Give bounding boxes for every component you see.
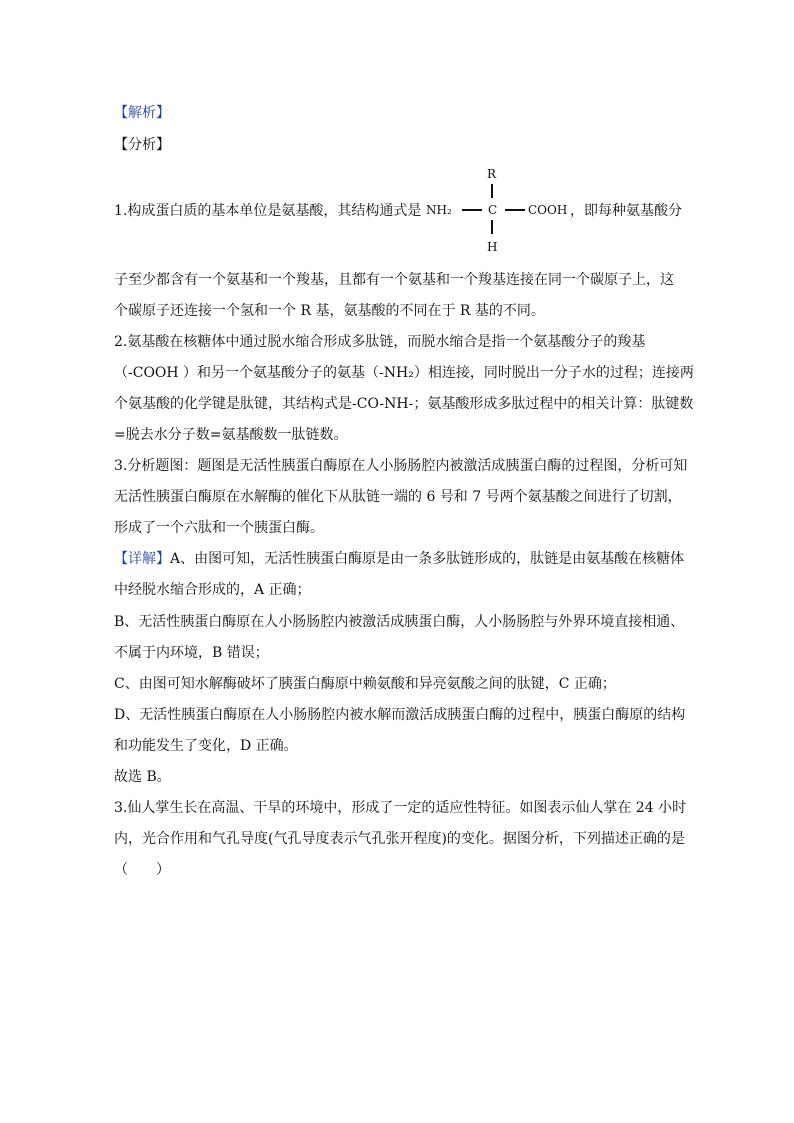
- detail-a-line1: [114, 549, 684, 569]
- analysis-p2-line3: 个氨基酸的化学键是肽键，其结构式是-CO-NH-；氨基酸形成多肽过程中的相关计算：肽键数: [114, 396, 694, 412]
- formula-amino-group: NH₂: [426, 203, 452, 217]
- analysis-p1-line3: 个碳原子还连接一个氢和一个 R 基，氨基酸的不同在于 R 基的不同。: [114, 303, 545, 319]
- detail-c-line1: C、由图可知水解酶破坏了胰蛋白酶原中赖氨酸和异亮氨酸之间的肽键，C 正确；: [114, 676, 616, 692]
- question3-blank: （ ）: [114, 862, 170, 878]
- analysis-p3-line1: 3.分析题图：题图是无活性胰蛋白酶原在人小肠肠腔内被激活成胰蛋白酶的过程图，分析可知: [114, 458, 688, 474]
- question3-line1: 3.仙人掌生长在高温、干旱的环境中，形成了一定的适应性特征。如图表示仙人掌在 24 小时: [114, 800, 687, 816]
- bond-right: [505, 209, 525, 211]
- analysis-p3-line3: 形成了一个六肽和一个胰蛋白酶。: [114, 520, 324, 536]
- analysis-p2-line2: （-COOH ）和另一个氨基酸分子的氨基（-NH₂）相连接，同时脱出一分子水的过程；连接两: [114, 365, 694, 381]
- detail-b-line2: 不属于内环境，B 错误；: [114, 645, 269, 661]
- formula-r-group: R: [487, 167, 497, 181]
- analysis-p3-line2: 无活性胰蛋白酶原在水解酶的催化下从肽链一端的 6 号和 7 号两个氨基酸之间进行了切割，: [114, 489, 682, 505]
- detail-a-line2: 中经脱水缩合形成的，A 正确；: [114, 582, 311, 598]
- formula-carboxyl-group: COOH: [528, 203, 568, 217]
- jiexi-heading: 【解析】: [114, 105, 170, 121]
- analysis-p2-line4: =脱去水分子数=氨基酸数一肽链数。: [114, 427, 348, 443]
- detail-d-line2: 和功能发生了变化，D 正确。: [114, 738, 298, 754]
- detail-b-line1: B、无活性胰蛋白酶原在人小肠肠腔内被激活成胰蛋白酶，人小肠肠腔与外界环境直接相通、: [114, 614, 685, 630]
- detail-label: 【详解】: [114, 551, 170, 567]
- analysis-p1-lead: 1.构成蛋白质的基本单位是氨基酸，其结构通式是: [114, 203, 422, 219]
- fenxi-heading: 【分析】: [114, 137, 170, 153]
- question3-line2: 内，光合作用和气孔导度(气孔导度表示气孔张开程度)的变化。据图分析，下列描述正确的是: [114, 831, 685, 847]
- analysis-p1-tail: ，即每种氨基酸分: [570, 203, 682, 219]
- detail-a-text: A、由图可知，无活性胰蛋白酶原是由一条多肽链形成的，肽链是由氨基酸在核糖体: [170, 551, 685, 567]
- formula-carbon: C: [488, 203, 498, 217]
- formula-hydrogen: H: [487, 240, 498, 254]
- bond-bottom: [491, 220, 493, 234]
- bond-top: [491, 184, 493, 198]
- analysis-p2-line1: 2.氨基酸在核糖体中通过脱水缩合形成多肽链，而脱水缩合是指一个氨基酸分子的羧基: [114, 334, 646, 350]
- detail-answer: 故选 B。: [114, 769, 171, 785]
- analysis-p1-line2: 子至少都含有一个氨基和一个羧基，且都有一个氨基和一个羧基连接在同一个碳原子上，这: [114, 272, 674, 288]
- detail-d-line1: D、无活性胰蛋白酶原在人小肠肠腔内被水解而激活成胰蛋白酶的过程中，胰蛋白酶原的结构: [114, 707, 686, 723]
- bond-left: [462, 209, 482, 211]
